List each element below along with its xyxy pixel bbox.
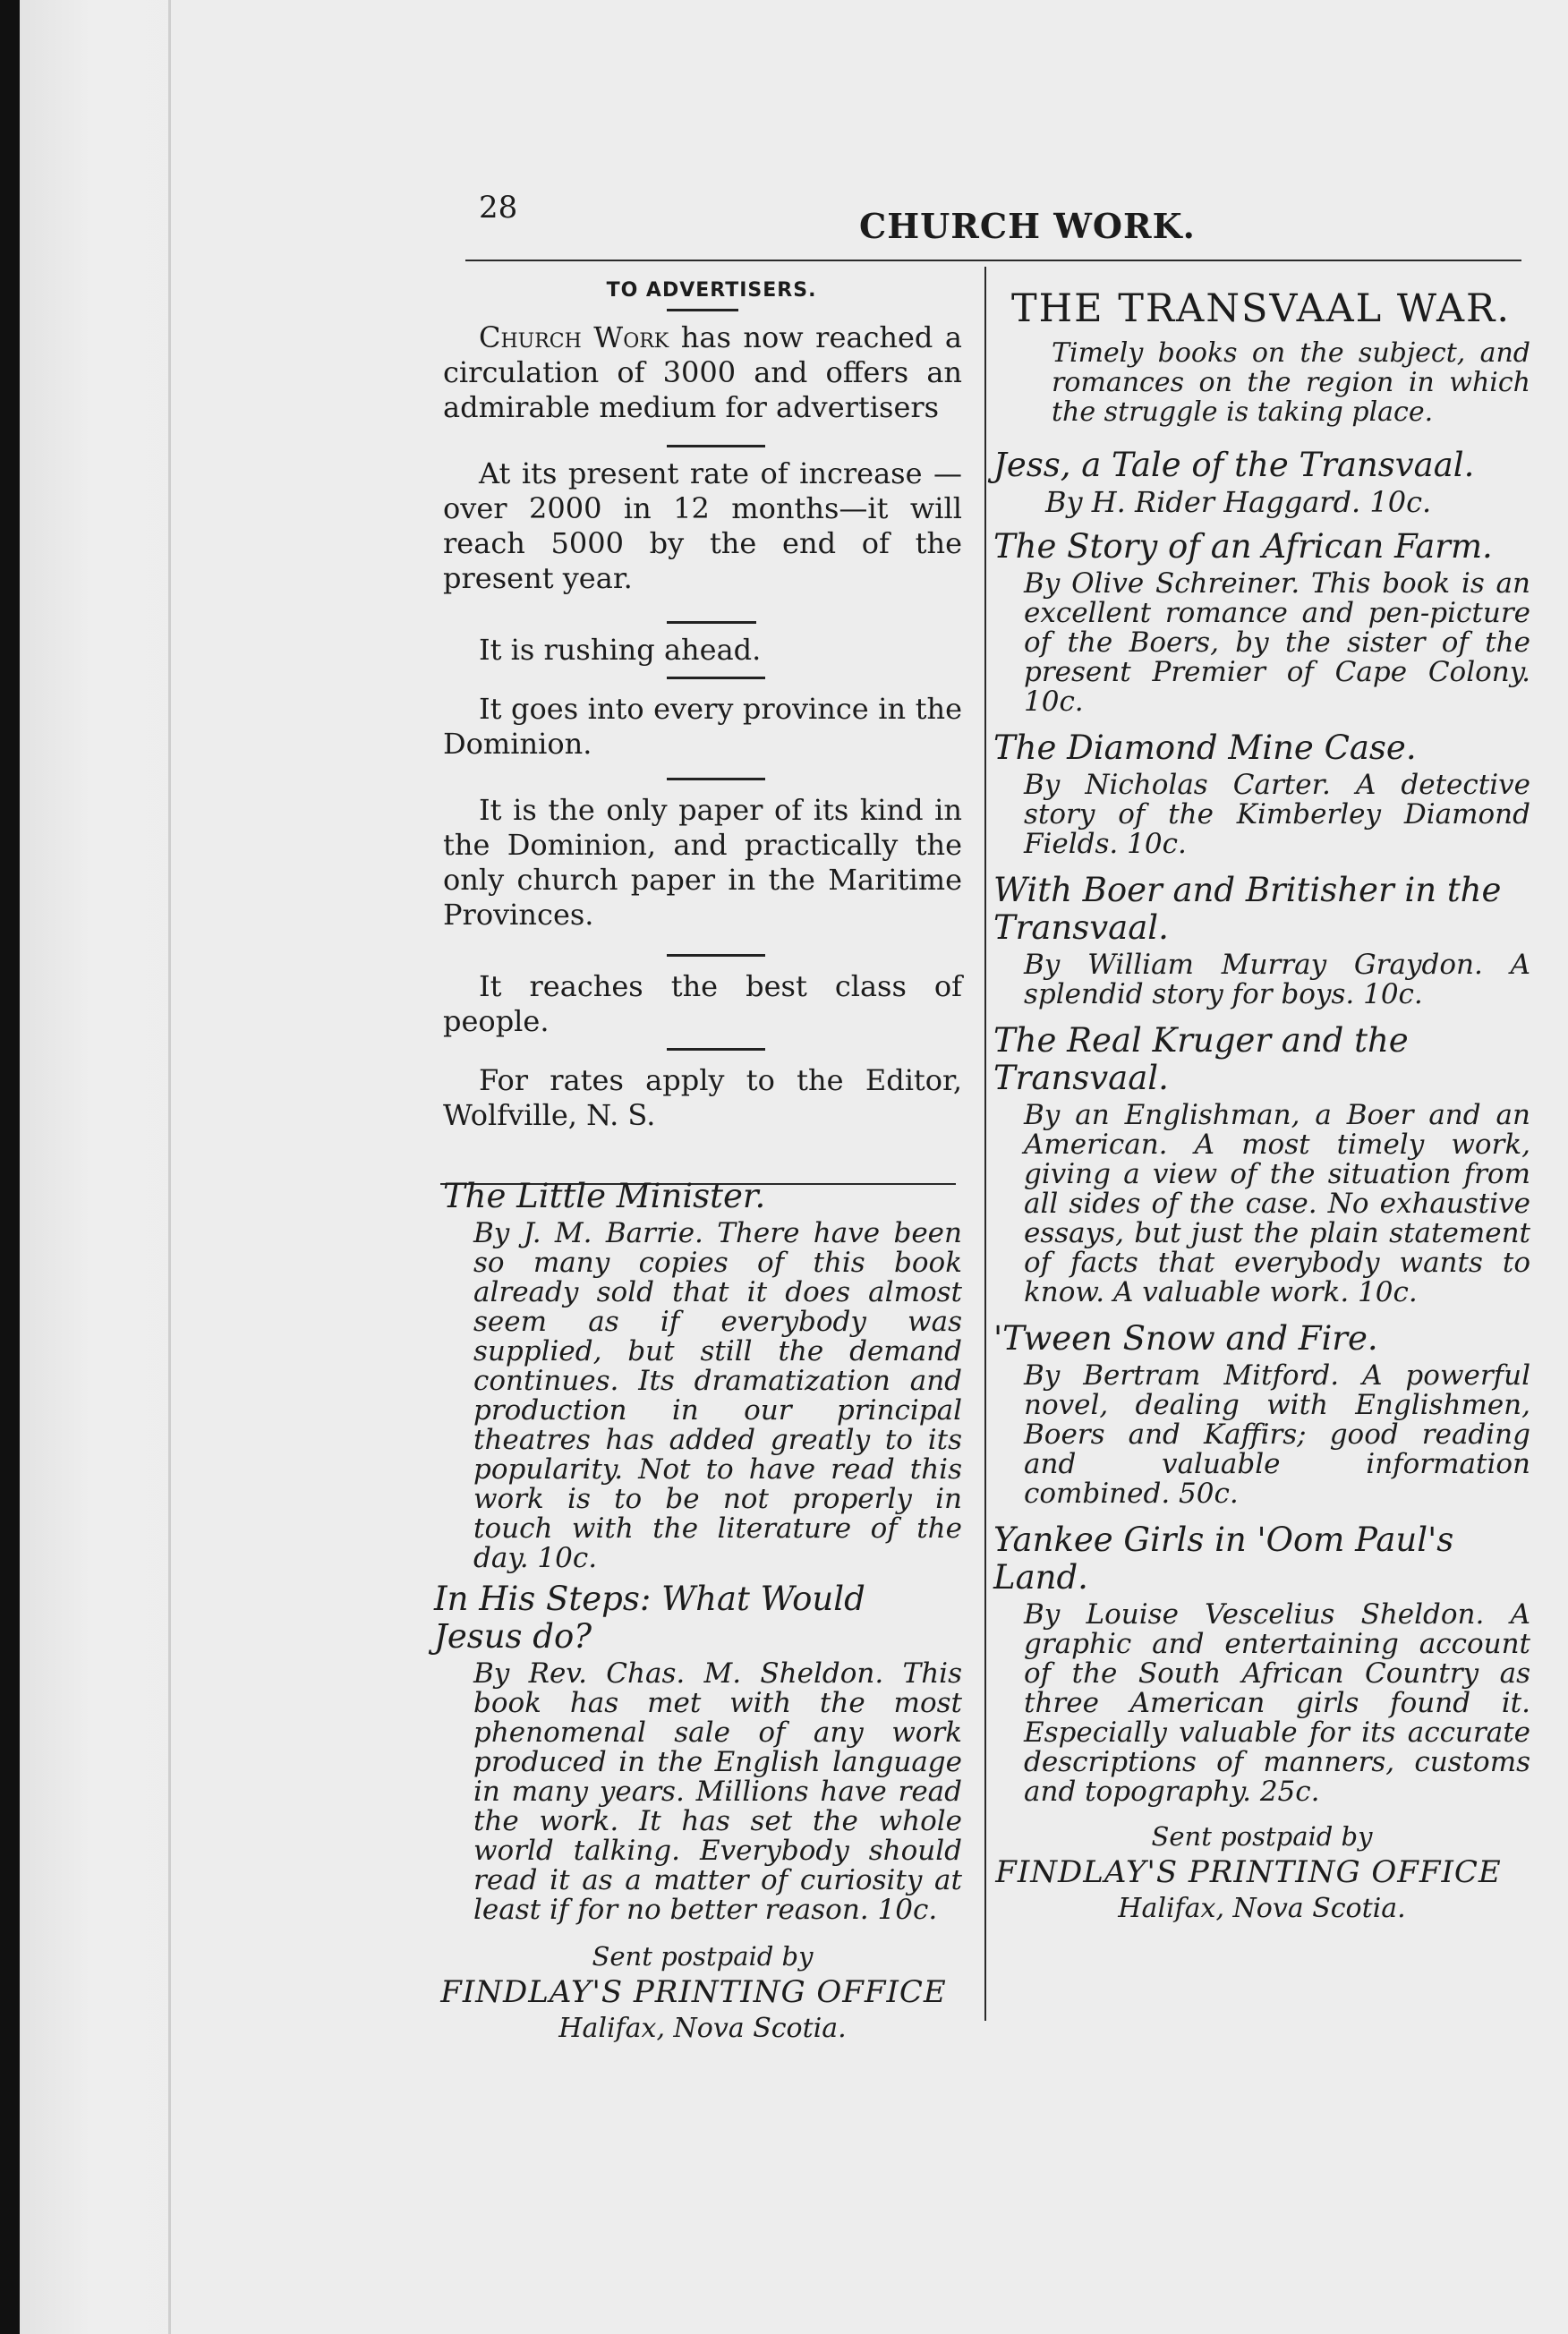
book-description: By Nicholas Carter. A detective story of the Kimberley Diamond Fields. 10c. xyxy=(1024,769,1530,860)
printer-location: Halifax, Nova Scotia. xyxy=(558,2013,847,2044)
book-title: Jess, a Tale of the Transvaal. xyxy=(993,446,1475,484)
book-listing xyxy=(993,1320,1530,1509)
paragraph-text: It is the only paper of its kind in the Dominion, and practically the only church paper in the Maritime Provinces. xyxy=(443,793,962,932)
sent-postpaid-note: Sent postpaid by xyxy=(592,1941,814,1972)
paragraph-text: For rates apply to the Editor, Wolfville, N. S. xyxy=(443,1063,962,1132)
paragraph-text: It is rushing ahead. xyxy=(479,633,762,667)
book-description: By Bertram Mitford. A powerful novel, dealing with Englishmen, Boers and Kaffirs; good reading and valuable information combined. 50c. xyxy=(1024,1359,1530,1510)
advertisers-paragraph-3 xyxy=(443,633,962,668)
book-description: By William Murray Graydon. A splendid story for boys. 10c. xyxy=(1024,949,1530,1010)
paragraph-text: At its present rate of increase —over 2000 in 12 months—it will reach 5000 by the end of the present year. xyxy=(443,456,962,595)
book-listing xyxy=(993,1521,1530,1807)
divider-rule xyxy=(667,954,765,957)
paragraph-text: It goes into every province in the Dominion. xyxy=(443,692,962,761)
sent-postpaid-note: Sent postpaid by xyxy=(1151,1821,1373,1852)
printer-name: FINDLAY'S PRINTING OFFICE xyxy=(440,1974,947,2010)
running-head: CHURCH WORK. xyxy=(859,206,1196,246)
book-listing xyxy=(993,528,1530,717)
publication-name: Church Work xyxy=(479,320,669,354)
book-title: In His Steps: What Would Jesus do? xyxy=(434,1580,865,1656)
book-listing xyxy=(434,1580,962,1926)
book-listing xyxy=(993,1022,1530,1308)
scan-edge xyxy=(0,0,20,2334)
book-title: Yankee Girls in 'Oom Paul's Land. xyxy=(993,1521,1454,1597)
book-description: By Rev. Chas. M. Sheldon. This book has met with the most phenomenal sale of any work produced in the English language in many years. Millions have read the work. It has set the whole world talking. Everybody should read it as a matter of curiosity at least if for no better reason. 10c. xyxy=(473,1657,962,1926)
book-title: The Little Minister. xyxy=(443,1177,766,1215)
advertisers-paragraph-2 xyxy=(443,456,962,596)
book-listing xyxy=(993,872,1530,1009)
book-listing xyxy=(993,729,1530,859)
book-description: By H. Rider Haggard. 10c. xyxy=(1045,485,1432,519)
book-title: 'Tween Snow and Fire. xyxy=(993,1319,1378,1358)
paragraph-text: It reaches the best class of people. xyxy=(443,969,962,1038)
transvaal-war-subtitle: Timely books on the subject, and romances on the region in which the struggle is taking place. xyxy=(1052,337,1530,428)
divider-rule xyxy=(667,677,765,679)
book-title: With Boer and Britisher in the Transvaal. xyxy=(993,871,1502,947)
book-description: By Louise Vescelius Sheldon. A graphic and entertaining account of the South African Country as three American girls found it. Especially valuable for its accurate descriptions of manners, customs and topography. 25c. xyxy=(1024,1598,1530,1808)
book-title: The Story of an African Farm. xyxy=(993,527,1493,566)
page-number: 28 xyxy=(479,190,518,226)
transvaal-war-heading: THE TRANSVAAL WAR. xyxy=(1011,286,1512,331)
printer-location: Halifax, Nova Scotia. xyxy=(1118,1893,1406,1924)
binding-fold-line xyxy=(168,0,171,2334)
divider-rule xyxy=(667,445,765,447)
book-title: The Diamond Mine Case. xyxy=(993,728,1417,767)
left-column xyxy=(434,279,962,2047)
book-title: The Real Kruger and the Transvaal. xyxy=(993,1021,1409,1097)
right-column xyxy=(993,279,1530,1927)
column-divider xyxy=(984,267,986,2021)
divider-rule xyxy=(667,778,765,780)
advertisers-paragraph-1 xyxy=(443,320,962,425)
book-listing xyxy=(993,447,1530,517)
printer-name: FINDLAY'S PRINTING OFFICE xyxy=(995,1854,1502,1890)
header-rule xyxy=(465,260,1521,261)
advertisers-paragraph-7 xyxy=(443,1063,962,1133)
divider-rule xyxy=(667,1048,765,1051)
advertisers-paragraph-5 xyxy=(443,793,962,933)
paragraph-text: has now reached a circulation of 3000 and offers an admirable medium for advertisers xyxy=(443,320,962,424)
binding-gutter xyxy=(20,0,199,2334)
book-listing xyxy=(443,1178,962,1573)
divider-rule xyxy=(667,309,738,311)
advertisers-heading: TO ADVERTISERS. xyxy=(606,279,817,302)
book-description: By Olive Schreiner. This book is an excellent romance and pen-picture of the Boers, by the sister of the present Premier of Cape Colony. 10c. xyxy=(1024,567,1530,718)
advertisers-paragraph-6 xyxy=(443,969,962,1039)
book-description: By an Englishman, a Boer and an American. A most timely work, giving a view of the situation from all sides of the case. No exhaustive essays, but just the plain statement of facts that everybody wants to know. A valuable work. 10c. xyxy=(1024,1099,1530,1308)
divider-rule xyxy=(667,621,756,624)
book-description: By J. M. Barrie. There have been so many copies of this book already sold that it does almost seem as if everybody was supplied, but still the demand continues. Its dramatization and production in our principal theatres has added greatly to its popularity. Not to have read this work is to be not properly in touch with the literature of the day. 10c. xyxy=(473,1217,962,1574)
advertisers-paragraph-4 xyxy=(443,692,962,762)
